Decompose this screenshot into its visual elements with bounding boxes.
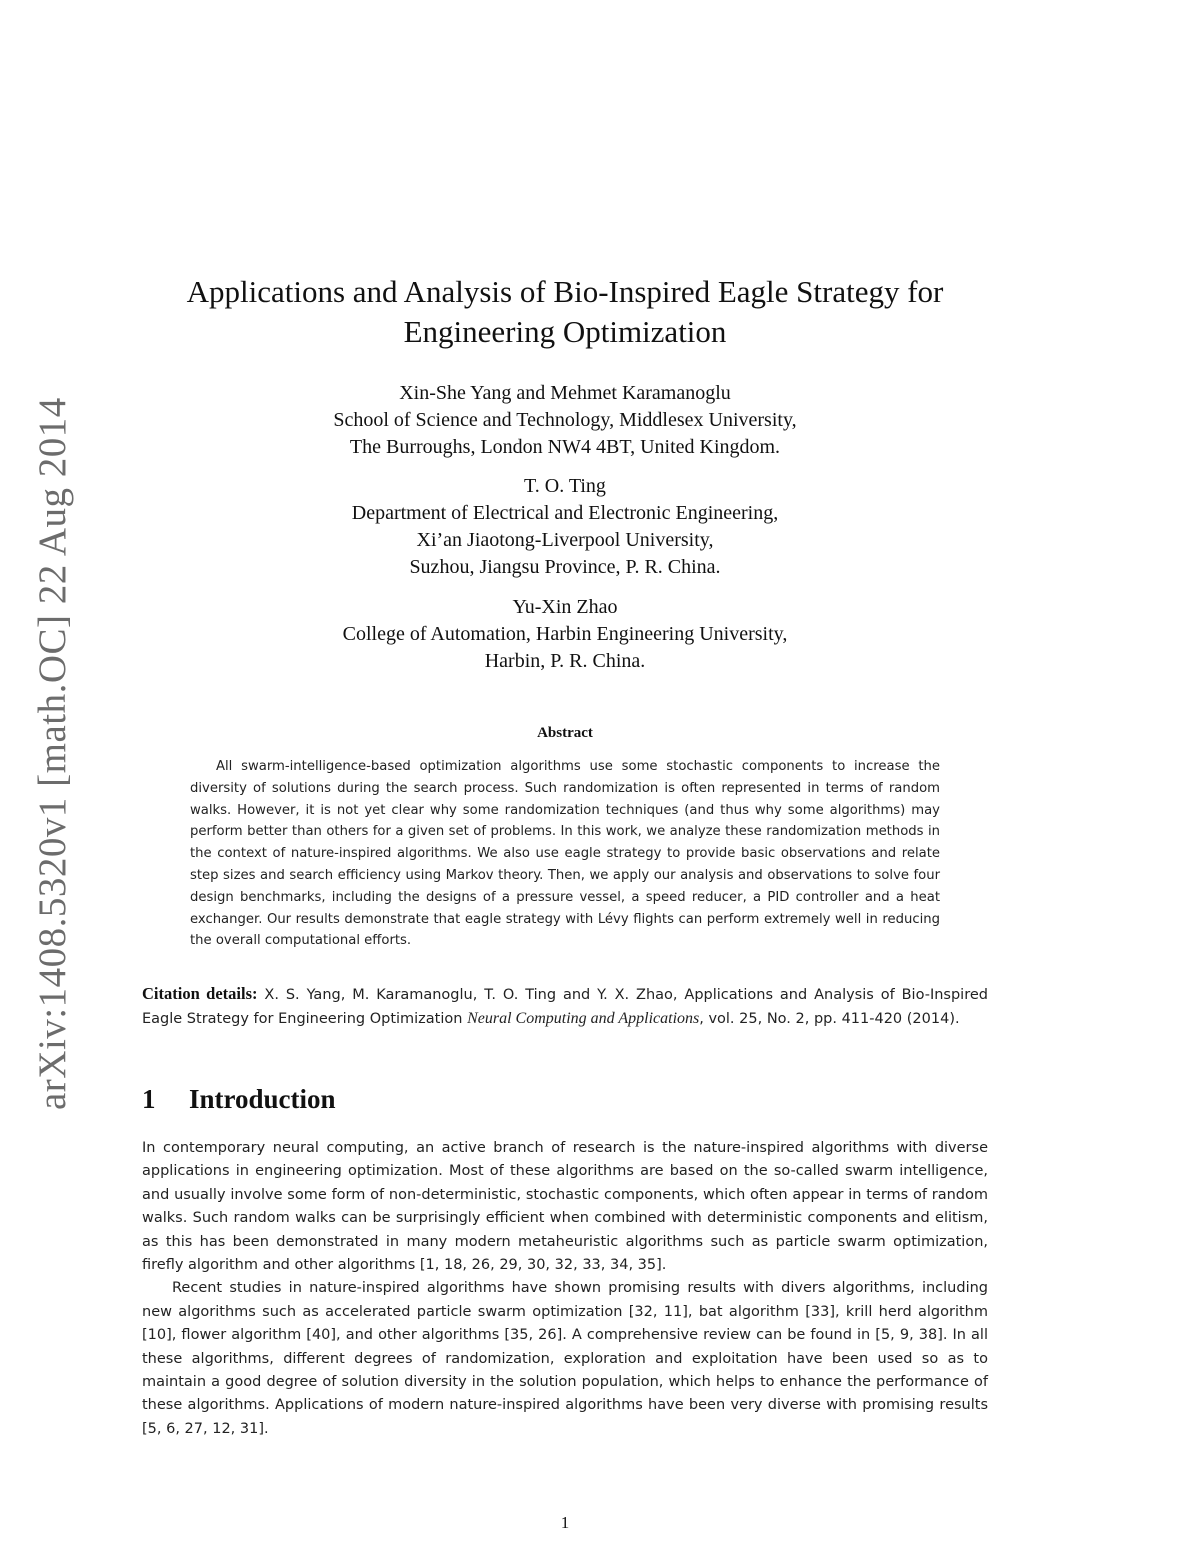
section-number: 1 — [142, 1084, 156, 1114]
affiliation-line: The Burroughs, London NW4 4BT, United Kingdom. — [349, 436, 781, 458]
title-line-2: Engineering Optimization — [403, 314, 727, 349]
author-name: T. O. Ting — [524, 475, 606, 497]
section-heading — [142, 1084, 336, 1115]
intro-paragraph: In contemporary neural computing, an active branch of research is the nature-inspired algorithms with diverse applications in engineering optimization. Most of these algorithms are based on the so-called swarm intelligence, and usually involve some form of non-deterministic, stochastic components, which often appear in terms of random walks. Such random walks can be surprisingly efficient when combined with deterministic components and elitism, as this has been demonstrated in many modern metaheuristic algorithms such as particle swarm optimization, firefly algorithm and other algorithms [1, 18, 26, 29, 30, 32, 33, 34, 35]. — [142, 1140, 988, 1274]
abstract-text: All swarm-intelligence-based optimization algorithms use some stochastic components to increase the diversity of solutions during the search process. Such randomization is often represented in terms of random walks. However, it is not yet clear why some randomization techniques (and thus why some algorithms) may perform better than others for a given set of problems. In this work, we analyze these randomization methods in the context of nature-inspired algorithms. We also use eagle strategy to provide basic observations and relate step sizes and search efficiency using Markov theory. Then, we apply our analysis and observations to solve four design benchmarks, including the designs of a pressure vessel, a speed reducer, a PID controller and a heat exchanger. Our results demonstrate that eagle strategy with Lévy flights can perform extremely well in reducing the overall computational efforts. — [190, 759, 940, 949]
author-block-3 — [140, 594, 990, 675]
section-title: Introduction — [189, 1084, 336, 1114]
affiliation-line: Xi’an Jiaotong-Liverpool University, — [416, 529, 714, 551]
paper-title — [140, 272, 990, 352]
abstract-heading: Abstract — [537, 725, 593, 741]
title-line-1: Applications and Analysis of Bio-Inspired Eagle Strategy for — [186, 274, 944, 309]
author-name: Yu-Xin Zhao — [512, 596, 618, 618]
author-block-1 — [140, 380, 990, 461]
affiliation-line: Harbin, P. R. China. — [484, 650, 646, 672]
author-name: Xin-She Yang and Mehmet Karamanoglu — [399, 382, 731, 404]
author-block-2 — [140, 473, 990, 581]
introduction-body — [142, 1137, 988, 1441]
affiliation-line: Department of Electrical and Electronic Engineering, — [351, 502, 779, 524]
arxiv-stamp: arXiv:1408.5320v1 [math.OC] 22 Aug 2014 — [31, 397, 74, 1110]
citation-volume: , vol. 25, No. 2, pp. 411-420 (2014). — [699, 1011, 960, 1027]
citation-details — [142, 982, 988, 1031]
citation-label: Citation details: — [142, 984, 258, 1003]
citation-journal: Neural Computing and Applications — [467, 1010, 700, 1027]
affiliation-line: College of Automation, Harbin Engineering University, — [342, 623, 788, 645]
affiliation-line: Suzhou, Jiangsu Province, P. R. China. — [409, 556, 721, 578]
citation-text: X. S. Yang, M. Karamanoglu, T. O. Ting and Y. X. Zhao, Applications and Analysis of Bio-Inspired Eagle Strategy for Engineering Optimization — [142, 987, 988, 1027]
page-number: 1 — [560, 1513, 570, 1532]
intro-paragraph: Recent studies in nature-inspired algorithms have shown promising results with divers algorithms, including new algorithms such as accelerated particle swarm optimization [32, 11], bat algorithm [33], krill herd algorithm [10], flower algorithm [40], and other algorithms [35, 26]. A comprehensive review can be found in [5, 9, 38]. In all these algorithms, different degrees of randomization, exploration and exploitation have been used so as to maintain a good degree of solution diversity in the solution population, which helps to enhance the performance of these algorithms. Applications of modern nature-inspired algorithms have been very diverse with promising results [5, 6, 27, 12, 31]. — [142, 1280, 988, 1437]
affiliation-line: School of Science and Technology, Middlesex University, — [333, 409, 797, 431]
